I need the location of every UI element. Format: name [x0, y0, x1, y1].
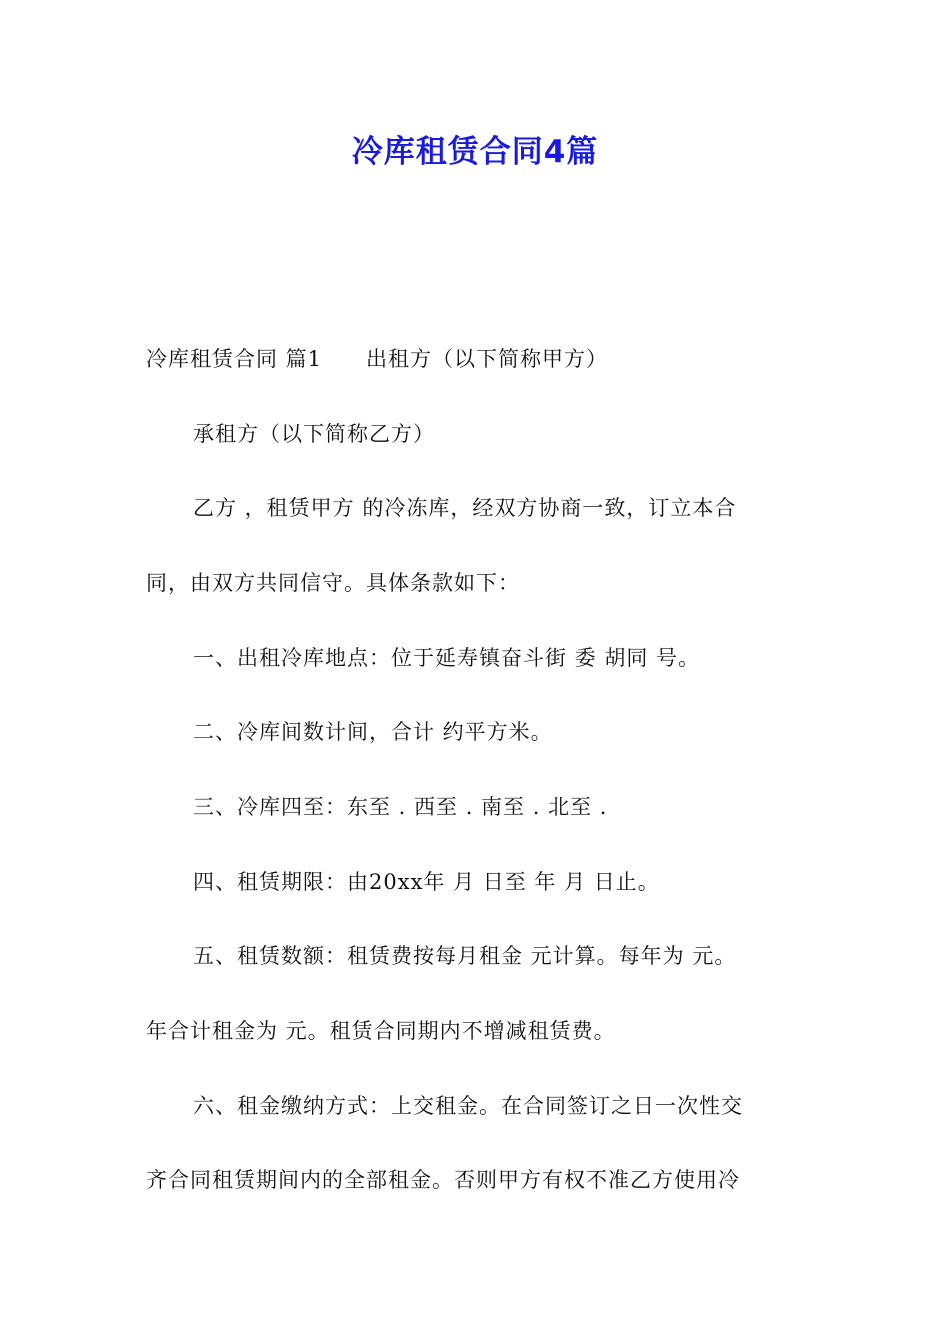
- clause-term: 四、租赁期限：由20xx年 月 日至 年 月 日止。: [193, 870, 660, 894]
- clause-room-count: 二、冷库间数计间，合计 约平方米。: [193, 720, 553, 744]
- document-title: 冷库租赁合同4篇: [351, 134, 599, 170]
- clause-boundaries: 三、冷库四至：东至 . 西至 . 南至 . 北至 .: [193, 795, 608, 819]
- paragraph-line: 同，由双方共同信守。具体条款如下：: [146, 571, 520, 595]
- lessee-label: 承租方（以下简称乙方）: [193, 422, 435, 446]
- clause-amount: 五、租赁数额：租赁费按每月租金 元计算。每年为 元。: [193, 944, 737, 968]
- contract-heading-line: [146, 344, 806, 374]
- paragraph-line: 齐合同租赁期间内的全部租金。否则甲方有权不准乙方使用冷: [146, 1168, 740, 1192]
- paragraph-line: 年合计租金为 元。租赁合同期内不增减租赁费。: [146, 1019, 616, 1043]
- paragraph-line: 乙方 ，租赁甲方 的冷冻库，经双方协商一致，订立本合: [193, 496, 737, 520]
- clause-location: 一、出租冷库地点：位于延寿镇奋斗街 委 胡同 号。: [193, 646, 701, 670]
- clause-payment: 六、租金缴纳方式：上交租金。在合同签订之日一次性交: [193, 1094, 743, 1118]
- lessor-label: 出租方（以下简称甲方）: [366, 347, 609, 371]
- contract-heading: 冷库租赁合同 篇1: [146, 347, 323, 371]
